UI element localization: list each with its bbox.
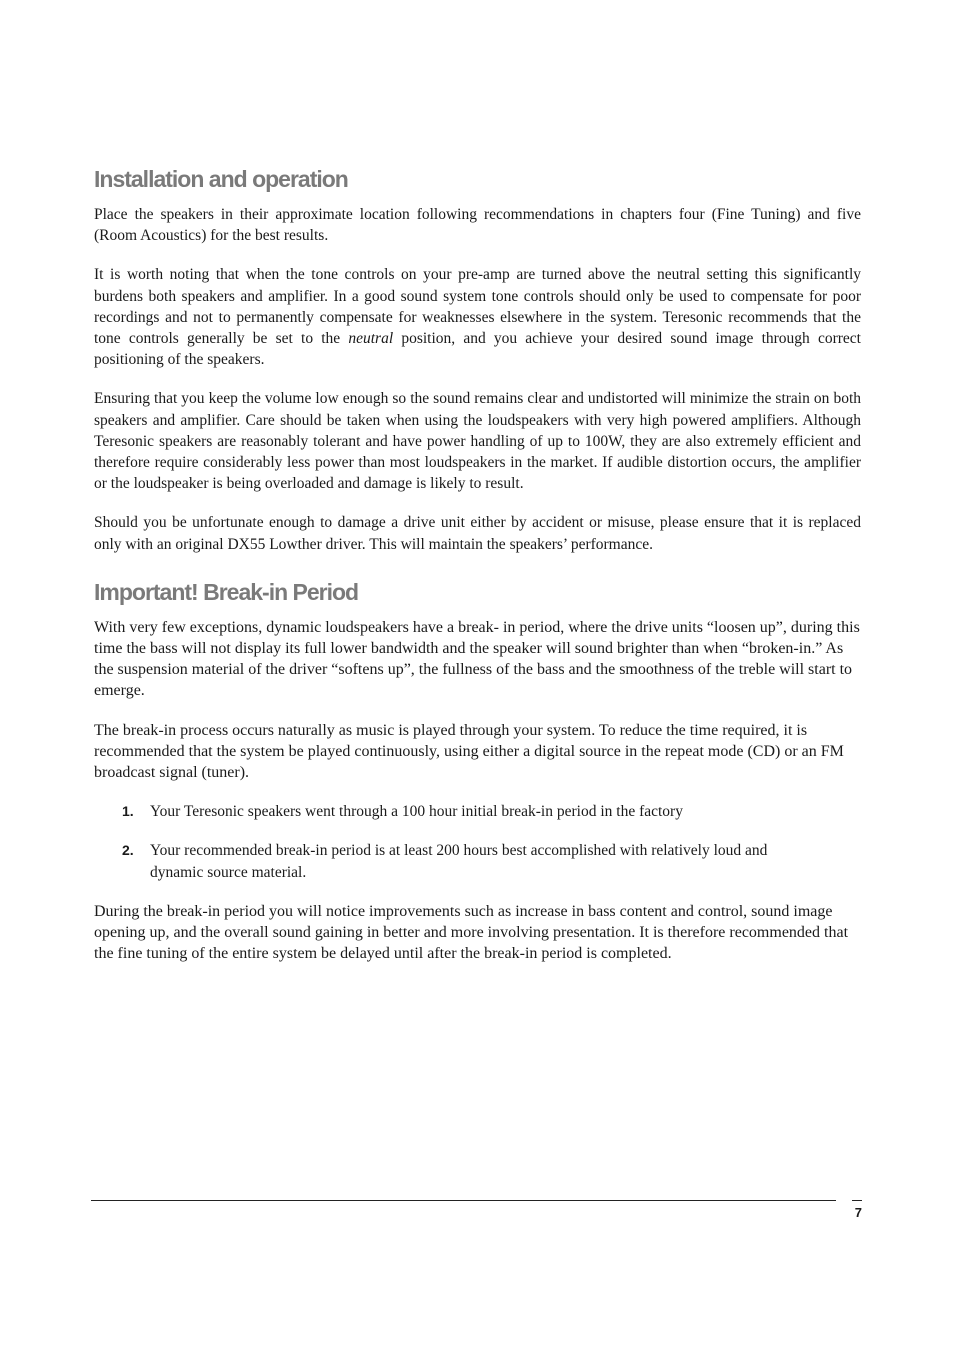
installation-paragraph-2 bbox=[94, 264, 861, 370]
breakin-paragraph-3: During the break-in period you will notice improvements such as increase in bass content and control, sound image opening up, and the overall sound gaining in better and more involving presentation. It is therefore recommended that the fine tuning of the entire system be delayed until after the break-in period is completed. bbox=[94, 902, 849, 963]
section-heading-breakin: Important! Break-in Period bbox=[94, 578, 359, 605]
breakin-list bbox=[94, 801, 861, 883]
list-item-number: 1. bbox=[122, 803, 134, 820]
footer-divider-tick bbox=[852, 1200, 862, 1201]
installation-paragraph-1: Place the speakers in their approximate location following recommendations in chapters four (Fine Tuning) and five (Room Acoustics) for the best results. bbox=[94, 206, 861, 245]
page-content bbox=[94, 164, 861, 982]
emphasis-neutral: neutral bbox=[348, 330, 394, 348]
page-number: 7 bbox=[854, 1205, 862, 1220]
list-item-number: 2. bbox=[122, 842, 134, 859]
installation-paragraph-2-start: It is worth noting that when the tone controls on your pre-amp are turned above the neutral setting this significantly burdens both speakers and amplifier. In a good sound system tone controls should only be used to compensate for poor recordings and not to permanently compensate for weaknesses elsewhere in the system. Teresonic recommends that the tone controls generally be set to the bbox=[94, 266, 861, 348]
installation-paragraph-3: Ensuring that you keep the volume low enough so the sound remains clear and undistorted will minimize the strain on both speakers and amplifier. Care should be taken when using the loudspeakers with very high powered amplifiers. Although Teresonic speakers are reasonably tolerant and have power handling of up to 100W, they are also extremely efficient and therefore require considerably less power than most loudspeakers in the market. If audible distortion occurs, the amplifier or the loudspeaker is being overloaded and damage is likely to result. bbox=[94, 390, 861, 493]
list-item-text: Your recommended break-in period is at least 200 hours best accomplished with relatively loud and dynamic source material. bbox=[150, 842, 768, 881]
list-item bbox=[122, 840, 790, 882]
section-heading-installation: Installation and operation bbox=[94, 166, 348, 192]
list-item-text: Your Teresonic speakers went through a 100 hour initial break-in period in the factory bbox=[150, 803, 683, 821]
breakin-paragraph-2: The break-in process occurs naturally as music is played through your system. To reduce the time required, it is recommended that the system be played continuously, using either a digital source in the repeat mode (CD) or an FM broadcast signal (tuner). bbox=[94, 721, 844, 782]
breakin-paragraph-1: With very few exceptions, dynamic loudspeakers have a break- in period, where the drive units “loosen up”, during this time the bass will not display its full lower bandwidth and the speaker will sound brighter than when “broken-in.” As the suspension material of the driver “softens up”, the fullness of the bass and the smoothness of the treble will start to emerge. bbox=[94, 618, 860, 700]
installation-paragraph-2-end: position, and you achieve your desired sound image through correct positioning of the speakers. bbox=[94, 330, 861, 369]
list-item bbox=[122, 801, 790, 822]
footer-divider bbox=[91, 1200, 836, 1201]
installation-paragraph-4: Should you be unfortunate enough to damage a drive unit either by accident or misuse, please ensure that it is replaced only with an original DX55 Lowther driver. This will maintain the speakers’ performance. bbox=[94, 514, 861, 553]
